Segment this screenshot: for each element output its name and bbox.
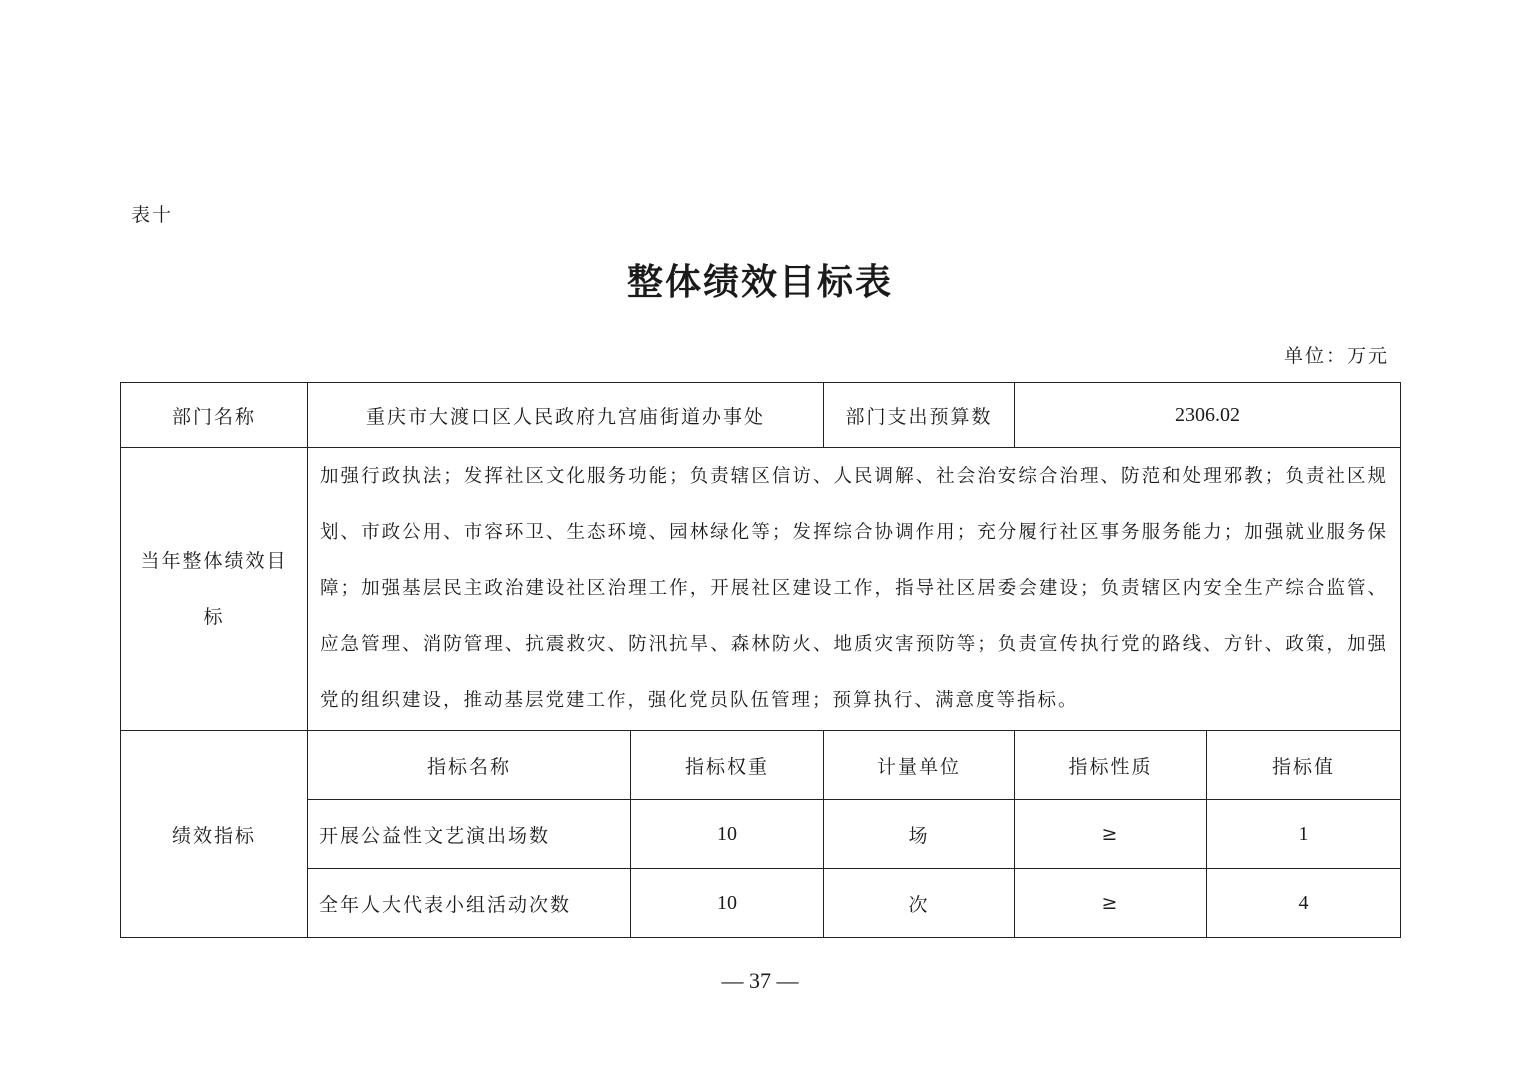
column-header-nature: 指标性质 xyxy=(1015,731,1207,800)
budget-value: 2306.02 xyxy=(1015,383,1401,448)
budget-label: 部门支出预算数 xyxy=(824,383,1015,448)
indicator-unit: 次 xyxy=(824,869,1015,938)
indicator-weight: 10 xyxy=(631,869,824,938)
table-number: 表十 xyxy=(131,204,174,226)
indicator-header-row xyxy=(121,731,1401,800)
header-row xyxy=(121,383,1401,448)
column-header-unit: 计量单位 xyxy=(824,731,1015,800)
indicator-name: 开展公益性文艺演出场数 xyxy=(308,800,631,869)
column-header-name: 指标名称 xyxy=(308,731,631,800)
page-title: 整体绩效目标表 xyxy=(626,262,893,303)
indicator-weight: 10 xyxy=(631,800,824,869)
indicator-unit: 场 xyxy=(824,800,1015,869)
indicators-label: 绩效指标 xyxy=(121,731,308,938)
dept-name-label: 部门名称 xyxy=(121,383,308,448)
table-row xyxy=(121,800,1401,869)
indicator-value: 4 xyxy=(1207,869,1401,938)
indicator-value: 1 xyxy=(1207,800,1401,869)
performance-table xyxy=(120,382,1401,938)
goal-row xyxy=(121,448,1401,731)
unit-label: 单位：万元 xyxy=(1283,345,1389,367)
goal-text: 加强行政执法；发挥社区文化服务功能；负责辖区信访、人民调解、社会治安综合治理、防范和处理邪教；负责社区规划、市政公用、市容环卫、生态环境、园林绿化等；发挥综合协调作用；充分履行社区事务服务能力；加强就业服务保障；加强基层民主政治建设社区治理工作，开展社区建设工作，指导社区居委会建设；负责辖区内安全生产综合监管、应急管理、消防管理、抗震救灾、防汛抗旱、森林防火、地质灾害预防等；负责宣传执行党的路线、方针、政策，加强党的组织建设，推动基层党建工作，强化党员队伍管理；预算执行、满意度等指标。 xyxy=(308,448,1401,731)
indicator-name: 全年人大代表小组活动次数 xyxy=(308,869,631,938)
column-header-weight: 指标权重 xyxy=(631,731,824,800)
dept-name-value: 重庆市大渡口区人民政府九宫庙街道办事处 xyxy=(308,383,824,448)
table-row xyxy=(121,869,1401,938)
page-number: — 37 — xyxy=(721,968,799,993)
column-header-value: 指标值 xyxy=(1207,731,1401,800)
goal-label: 当年整体绩效目标 xyxy=(121,448,308,731)
indicator-nature: ≥ xyxy=(1015,869,1207,938)
indicator-nature: ≥ xyxy=(1015,800,1207,869)
